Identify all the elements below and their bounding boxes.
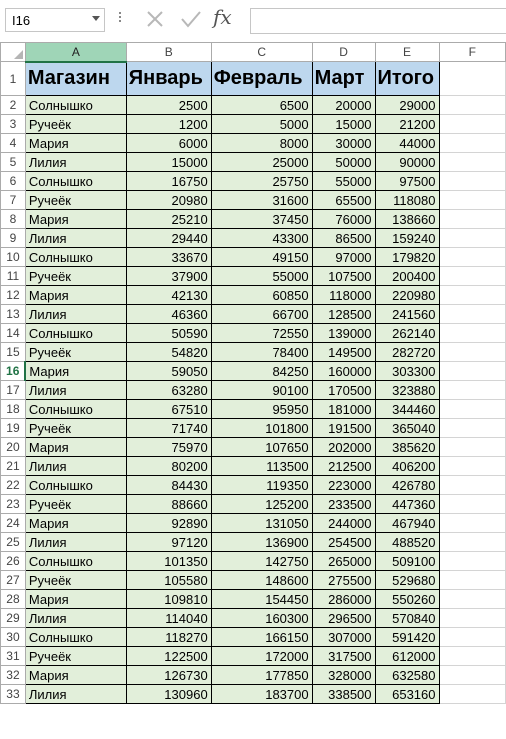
row-header[interactable]: 21 — [1, 457, 26, 476]
row-header[interactable]: 7 — [1, 191, 26, 210]
row-header[interactable]: 18 — [1, 400, 26, 419]
cell[interactable]: Лилия — [25, 457, 126, 476]
cell[interactable]: 29000 — [375, 96, 439, 115]
cell[interactable]: Мария — [25, 134, 126, 153]
cell[interactable]: 282720 — [375, 343, 439, 362]
cell[interactable]: 5000 — [211, 115, 312, 134]
cell[interactable]: 37900 — [126, 267, 211, 286]
cell[interactable]: 97500 — [375, 172, 439, 191]
cell[interactable] — [439, 134, 506, 153]
cell[interactable] — [439, 438, 506, 457]
row-header[interactable]: 25 — [1, 533, 26, 552]
cell[interactable]: 15000 — [126, 153, 211, 172]
cell[interactable]: 80200 — [126, 457, 211, 476]
row-header[interactable]: 1 — [1, 62, 26, 96]
row-header[interactable]: 28 — [1, 590, 26, 609]
table-row — [1, 210, 506, 229]
cell[interactable] — [439, 248, 506, 267]
cell[interactable]: 126730 — [126, 666, 211, 685]
cell[interactable]: 130960 — [126, 685, 211, 704]
spreadsheet-grid — [0, 42, 506, 704]
cell[interactable]: 529680 — [375, 571, 439, 590]
cell[interactable]: 25750 — [211, 172, 312, 191]
cell[interactable]: 223000 — [312, 476, 375, 495]
header-cell[interactable]: Итого — [375, 62, 439, 96]
cell[interactable]: 488520 — [375, 533, 439, 552]
cell[interactable] — [439, 267, 506, 286]
cell[interactable]: 118270 — [126, 628, 211, 647]
cell[interactable]: 107500 — [312, 267, 375, 286]
cell[interactable] — [439, 685, 506, 704]
cell[interactable]: 76000 — [312, 210, 375, 229]
table-row — [1, 514, 506, 533]
cell[interactable]: 8000 — [211, 134, 312, 153]
table-row — [1, 305, 506, 324]
cell[interactable]: Солнышко — [25, 400, 126, 419]
column-header-f[interactable]: F — [439, 43, 506, 62]
chevron-down-icon[interactable] — [92, 16, 100, 21]
cell[interactable]: 317500 — [312, 647, 375, 666]
cell[interactable]: 338500 — [312, 685, 375, 704]
cell[interactable]: 159240 — [375, 229, 439, 248]
cell[interactable]: 25000 — [211, 153, 312, 172]
cell[interactable]: Мария — [25, 210, 126, 229]
table-row — [1, 685, 506, 704]
cell[interactable]: 241560 — [375, 305, 439, 324]
cell[interactable]: Солнышко — [25, 248, 126, 267]
cell[interactable]: 46360 — [126, 305, 211, 324]
cell[interactable]: 90100 — [211, 381, 312, 400]
select-all-triangle-icon — [14, 50, 23, 59]
cell[interactable]: 154450 — [211, 590, 312, 609]
cell[interactable]: 119350 — [211, 476, 312, 495]
cell[interactable]: 286000 — [312, 590, 375, 609]
table-row — [1, 286, 506, 305]
cell[interactable] — [439, 571, 506, 590]
table-row — [1, 115, 506, 134]
cell[interactable] — [439, 210, 506, 229]
cell[interactable]: Мария — [25, 286, 126, 305]
cell[interactable]: 591420 — [375, 628, 439, 647]
row-header[interactable]: 17 — [1, 381, 26, 400]
cell[interactable]: 447360 — [375, 495, 439, 514]
cell[interactable] — [439, 286, 506, 305]
cell[interactable] — [439, 96, 506, 115]
row-header[interactable]: 22 — [1, 476, 26, 495]
cell[interactable]: 44000 — [375, 134, 439, 153]
cell[interactable]: 307000 — [312, 628, 375, 647]
cell[interactable] — [439, 533, 506, 552]
cell[interactable]: 200400 — [375, 267, 439, 286]
header-cell[interactable]: Январь — [126, 62, 211, 96]
cell[interactable]: 113500 — [211, 457, 312, 476]
column-header-d[interactable]: D — [312, 43, 375, 62]
cell[interactable]: 122500 — [126, 647, 211, 666]
formula-bar — [0, 0, 506, 42]
cell[interactable]: 59050 — [126, 362, 211, 381]
cell[interactable] — [439, 191, 506, 210]
row-header[interactable]: 30 — [1, 628, 26, 647]
cell[interactable] — [439, 324, 506, 343]
cell[interactable]: 43300 — [211, 229, 312, 248]
cell[interactable]: Солнышко — [25, 552, 126, 571]
cell[interactable]: 385620 — [375, 438, 439, 457]
cell[interactable]: 138660 — [375, 210, 439, 229]
cell[interactable]: 323880 — [375, 381, 439, 400]
row-header[interactable]: 33 — [1, 685, 26, 704]
row-header[interactable]: 2 — [1, 96, 26, 115]
row-header[interactable]: 19 — [1, 419, 26, 438]
cell[interactable]: 344460 — [375, 400, 439, 419]
cell[interactable]: 612000 — [375, 647, 439, 666]
cell[interactable] — [439, 628, 506, 647]
cell[interactable]: 21200 — [375, 115, 439, 134]
table-row — [1, 229, 506, 248]
cell[interactable] — [439, 172, 506, 191]
cell[interactable]: 16750 — [126, 172, 211, 191]
cell[interactable] — [439, 514, 506, 533]
row-header[interactable]: 9 — [1, 229, 26, 248]
cell[interactable]: 275500 — [312, 571, 375, 590]
cell[interactable] — [439, 552, 506, 571]
cell[interactable]: 33670 — [126, 248, 211, 267]
table-row — [1, 248, 506, 267]
table-row — [1, 362, 506, 381]
column-header-c[interactable]: C — [211, 43, 312, 62]
cell[interactable]: Лилия — [25, 381, 126, 400]
select-all-button[interactable] — [1, 43, 26, 62]
cell[interactable]: 254500 — [312, 533, 375, 552]
cell[interactable]: 406200 — [375, 457, 439, 476]
cell[interactable]: Лилия — [25, 533, 126, 552]
cell[interactable]: 244000 — [312, 514, 375, 533]
cell[interactable] — [439, 495, 506, 514]
cell[interactable]: Мария — [25, 438, 126, 457]
row-header[interactable]: 5 — [1, 153, 26, 172]
cell[interactable]: 55000 — [312, 172, 375, 191]
cell[interactable]: Ручеёк — [25, 647, 126, 666]
cell[interactable]: 1200 — [126, 115, 211, 134]
row-header[interactable]: 3 — [1, 115, 26, 134]
cell[interactable]: Ручеёк — [25, 115, 126, 134]
cell[interactable] — [439, 229, 506, 248]
cell[interactable]: 118000 — [312, 286, 375, 305]
table-row — [1, 571, 506, 590]
cell[interactable]: Солнышко — [25, 476, 126, 495]
cell[interactable]: 160000 — [312, 362, 375, 381]
cell[interactable]: Лилия — [25, 153, 126, 172]
table-row — [1, 457, 506, 476]
cell[interactable]: Солнышко — [25, 172, 126, 191]
cell[interactable]: 170500 — [312, 381, 375, 400]
cell[interactable]: 632580 — [375, 666, 439, 685]
table-row — [1, 381, 506, 400]
table-row — [1, 628, 506, 647]
cell[interactable]: 149500 — [312, 343, 375, 362]
cell[interactable]: Лилия — [25, 609, 126, 628]
cell[interactable]: 212500 — [312, 457, 375, 476]
cell[interactable]: Ручеёк — [25, 343, 126, 362]
row-header[interactable]: 12 — [1, 286, 26, 305]
cell[interactable]: 42130 — [126, 286, 211, 305]
insert-function-button[interactable]: fx — [213, 5, 232, 29]
cell[interactable]: 63280 — [126, 381, 211, 400]
cell[interactable] — [439, 609, 506, 628]
row-header[interactable]: 20 — [1, 438, 26, 457]
cell[interactable]: 118080 — [375, 191, 439, 210]
cell[interactable]: 467940 — [375, 514, 439, 533]
cell[interactable]: 50000 — [312, 153, 375, 172]
cell[interactable]: 6000 — [126, 134, 211, 153]
cell[interactable]: 139000 — [312, 324, 375, 343]
header-cell[interactable]: Март — [312, 62, 375, 96]
cell[interactable] — [439, 647, 506, 666]
table-row — [1, 533, 506, 552]
cell[interactable] — [439, 476, 506, 495]
cell[interactable]: Солнышко — [25, 324, 126, 343]
cell[interactable]: 303300 — [375, 362, 439, 381]
cell[interactable]: 570840 — [375, 609, 439, 628]
table-row — [1, 62, 506, 96]
sheet-table — [0, 42, 506, 704]
table-row — [1, 400, 506, 419]
enter-button[interactable] — [176, 7, 206, 33]
cell[interactable]: 31600 — [211, 191, 312, 210]
table-row — [1, 476, 506, 495]
cell[interactable]: 92890 — [126, 514, 211, 533]
cell[interactable] — [439, 305, 506, 324]
row-header[interactable]: 6 — [1, 172, 26, 191]
cancel-button[interactable] — [140, 7, 170, 33]
cell[interactable]: 114040 — [126, 609, 211, 628]
row-header[interactable]: 24 — [1, 514, 26, 533]
cell[interactable] — [439, 115, 506, 134]
cell[interactable]: 148600 — [211, 571, 312, 590]
row-header[interactable]: 4 — [1, 134, 26, 153]
row-header[interactable]: 26 — [1, 552, 26, 571]
row-header[interactable]: 29 — [1, 609, 26, 628]
cell[interactable]: 29440 — [126, 229, 211, 248]
cell[interactable] — [439, 666, 506, 685]
row-header[interactable]: 27 — [1, 571, 26, 590]
cell[interactable]: 365040 — [375, 419, 439, 438]
cell[interactable]: 37450 — [211, 210, 312, 229]
cell[interactable]: 50590 — [126, 324, 211, 343]
cell[interactable]: 66700 — [211, 305, 312, 324]
cell[interactable]: 426780 — [375, 476, 439, 495]
row-header[interactable]: 15 — [1, 343, 26, 362]
cell[interactable]: 107650 — [211, 438, 312, 457]
cell[interactable] — [439, 153, 506, 172]
cell[interactable]: Ручеёк — [25, 571, 126, 590]
cell[interactable]: 109810 — [126, 590, 211, 609]
cell[interactable]: 49150 — [211, 248, 312, 267]
cell[interactable]: 179820 — [375, 248, 439, 267]
cell[interactable]: Мария — [25, 362, 126, 381]
table-row — [1, 495, 506, 514]
cell[interactable]: 128500 — [312, 305, 375, 324]
cell[interactable]: 30000 — [312, 134, 375, 153]
table-row — [1, 96, 506, 115]
cell[interactable]: 653160 — [375, 685, 439, 704]
name-box-value: I16 — [12, 13, 31, 28]
cell[interactable]: 2500 — [126, 96, 211, 115]
cell[interactable]: Солнышко — [25, 628, 126, 647]
cell[interactable]: 265000 — [312, 552, 375, 571]
cell[interactable]: 60850 — [211, 286, 312, 305]
cell[interactable]: 75970 — [126, 438, 211, 457]
row-header[interactable]: 10 — [1, 248, 26, 267]
check-icon — [176, 7, 206, 33]
cell[interactable]: 15000 — [312, 115, 375, 134]
cell[interactable]: Ручеёк — [25, 191, 126, 210]
cell[interactable]: 328000 — [312, 666, 375, 685]
cell[interactable]: 20000 — [312, 96, 375, 115]
cell[interactable]: 177850 — [211, 666, 312, 685]
cell[interactable]: 86500 — [312, 229, 375, 248]
row-header[interactable]: 32 — [1, 666, 26, 685]
cell[interactable]: 72550 — [211, 324, 312, 343]
table-row — [1, 419, 506, 438]
close-icon — [140, 7, 170, 33]
cell[interactable]: Солнышко — [25, 96, 126, 115]
row-header[interactable]: 13 — [1, 305, 26, 324]
cell[interactable]: 142750 — [211, 552, 312, 571]
cell[interactable]: Ручеёк — [25, 419, 126, 438]
cell[interactable]: 67510 — [126, 400, 211, 419]
table-row — [1, 343, 506, 362]
cell[interactable]: 166150 — [211, 628, 312, 647]
cell[interactable]: 101800 — [211, 419, 312, 438]
table-row — [1, 666, 506, 685]
table-row — [1, 172, 506, 191]
cell[interactable]: 125200 — [211, 495, 312, 514]
cell[interactable] — [439, 343, 506, 362]
cell[interactable]: 105580 — [126, 571, 211, 590]
row-header[interactable]: 23 — [1, 495, 26, 514]
cell[interactable]: Мария — [25, 666, 126, 685]
cell[interactable] — [439, 400, 506, 419]
drag-handle-icon[interactable] — [118, 10, 122, 28]
cell[interactable]: 136900 — [211, 533, 312, 552]
cell[interactable]: 78400 — [211, 343, 312, 362]
table-row — [1, 590, 506, 609]
cell[interactable]: 191500 — [312, 419, 375, 438]
cell[interactable]: 6500 — [211, 96, 312, 115]
cell[interactable]: 25210 — [126, 210, 211, 229]
cell[interactable]: 220980 — [375, 286, 439, 305]
cell[interactable]: 101350 — [126, 552, 211, 571]
cell[interactable] — [439, 590, 506, 609]
table-row — [1, 609, 506, 628]
cell[interactable] — [439, 62, 506, 96]
cell[interactable]: 20980 — [126, 191, 211, 210]
formula-input[interactable] — [250, 8, 506, 34]
cell[interactable]: 84430 — [126, 476, 211, 495]
header-cell[interactable]: Магазин — [25, 62, 126, 96]
row-header[interactable]: 14 — [1, 324, 26, 343]
cell[interactable]: 233500 — [312, 495, 375, 514]
cell[interactable]: 172000 — [211, 647, 312, 666]
cell[interactable]: 550260 — [375, 590, 439, 609]
cell[interactable]: 88660 — [126, 495, 211, 514]
cell[interactable]: 65500 — [312, 191, 375, 210]
table-row — [1, 647, 506, 666]
cell[interactable] — [439, 381, 506, 400]
cell[interactable]: 71740 — [126, 419, 211, 438]
cell[interactable]: Лилия — [25, 305, 126, 324]
row-header[interactable]: 31 — [1, 647, 26, 666]
cell[interactable]: 95950 — [211, 400, 312, 419]
cell[interactable]: Лилия — [25, 685, 126, 704]
cell[interactable]: 90000 — [375, 153, 439, 172]
cell[interactable] — [439, 419, 506, 438]
cell[interactable]: 54820 — [126, 343, 211, 362]
cell[interactable]: Ручеёк — [25, 495, 126, 514]
table-row — [1, 438, 506, 457]
cell[interactable]: 97000 — [312, 248, 375, 267]
row-header[interactable]: 16 — [1, 362, 26, 381]
cell[interactable]: Лилия — [25, 229, 126, 248]
cell[interactable]: 131050 — [211, 514, 312, 533]
cell[interactable]: 84250 — [211, 362, 312, 381]
column-header-row — [1, 43, 506, 62]
cell[interactable]: 202000 — [312, 438, 375, 457]
row-header[interactable]: 11 — [1, 267, 26, 286]
column-header-a[interactable]: A — [25, 43, 126, 62]
cell[interactable] — [439, 457, 506, 476]
cell[interactable]: Мария — [25, 514, 126, 533]
header-cell[interactable]: Февраль — [211, 62, 312, 96]
table-row — [1, 191, 506, 210]
cell[interactable] — [439, 362, 506, 381]
row-header[interactable]: 8 — [1, 210, 26, 229]
cell[interactable]: 262140 — [375, 324, 439, 343]
cell[interactable]: 97120 — [126, 533, 211, 552]
table-row — [1, 552, 506, 571]
cell[interactable]: 183700 — [211, 685, 312, 704]
cell[interactable]: 160300 — [211, 609, 312, 628]
cell[interactable]: Ручеёк — [25, 267, 126, 286]
cell[interactable]: Мария — [25, 590, 126, 609]
table-row — [1, 324, 506, 343]
cell[interactable]: 296500 — [312, 609, 375, 628]
name-box[interactable] — [5, 8, 105, 32]
column-header-e[interactable]: E — [375, 43, 439, 62]
table-row — [1, 134, 506, 153]
cell[interactable]: 181000 — [312, 400, 375, 419]
cell[interactable]: 509100 — [375, 552, 439, 571]
table-row — [1, 267, 506, 286]
table-row — [1, 153, 506, 172]
column-header-b[interactable]: B — [126, 43, 211, 62]
cell[interactable]: 55000 — [211, 267, 312, 286]
